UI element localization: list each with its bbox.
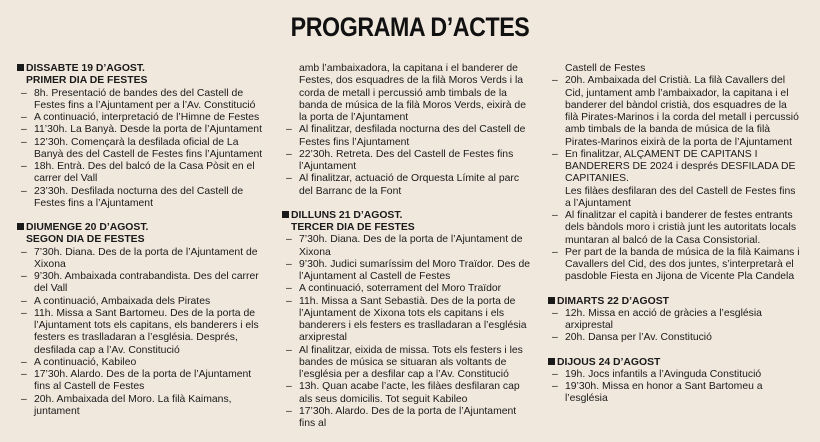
program-item: – 9’30h. Ambaixada contrabandista. Des del carrer del Vall xyxy=(21,271,259,295)
column-2 xyxy=(282,63,534,430)
day-subtitle: PRIMER DIA DE FESTES xyxy=(26,75,148,87)
program-item: – Al finalitzar el capità i banderer de festes entrants dels bàndols moro i cristià junt les autoritats locals muntaran al balcó de la Casa Consistorial. xyxy=(552,210,797,246)
column-1 xyxy=(17,63,269,418)
program-item: – 17’30h. Alardo. Des de la porta de l’Ajuntament fins al Castell de Festes xyxy=(21,369,252,393)
program-item: – 7’30h. Diana. Des de la porta de l’Ajuntament de Xixona xyxy=(21,246,258,270)
program-item: – 11’30h. La Banyà. Desde la porta de l’Ajuntament xyxy=(21,124,262,136)
program-item: – A continuació, Kabileo xyxy=(21,356,137,368)
program-item: – A continuació, interpretació de l’Himne de Festes xyxy=(21,112,260,123)
square-bullet-icon xyxy=(282,211,289,218)
square-bullet-icon xyxy=(548,297,555,304)
day-subtitle: SEGON DIA DE FESTES xyxy=(26,234,145,246)
program-item: – 20h. Dansa per l’Av. Constitució xyxy=(552,332,712,344)
program-item: – Al finalitzar, desfilada nocturna des del Castell de Festes fins l’Ajuntament xyxy=(286,124,526,148)
day-heading: DIMARTS 22 D’AGOST xyxy=(548,296,800,308)
program-item: – 11h. Missa a Sant Bartomeu. Des de la porta de l’Ajuntament tots els capitans, els banderers i els festers es traslladaran a l’església. Després, desfilada cap a l’Av. Constitució xyxy=(21,307,259,356)
program-item-extra: Les filàes desfilaran des del Castell de Festes fins a l’Ajuntament xyxy=(565,185,796,209)
program-item: – Al finalitzar, eixida de missa. Tots els festers i les bandes de música se situaran als voltants de l’església per a desfilar cap a l’Av. Constitució xyxy=(286,344,523,380)
program-item: – 22’30h. Retreta. Des del Castell de Festes fins l’Ajuntament xyxy=(286,148,514,172)
continued-text: Castell de Festes xyxy=(565,63,646,74)
program-item: – 18h. Entrà. Des del balcó de la Casa Pòsit en el carrer del Vall xyxy=(21,161,255,185)
day-heading: DISSABTE 19 D’AGOST. xyxy=(17,63,269,75)
program-item: – 7’30h. Diana. Des de la porta de l’Ajuntament de Xixona xyxy=(286,234,523,258)
continued-text: amb l’ambaixadora, la capitana i el banderer de Festes, dos esquadres de la filà Moros Verds i la corda de metall i percussió amb timbals de la banda de música de la filà Moros Verds, eixirà de la porta de l’Ajuntament xyxy=(299,63,526,123)
program-item: – 20h. Ambaixada del Cristià. La filà Cavallers del Cid, juntament amb l’ambaixador, la capitana i el banderer del bàndol cristià, dos esquadres de la filà Pirates-Marinos i la corda del metall i percussió amb timbals de la banda de música de la filà Pirates-Marinos eixirà de la porta de l’Ajuntament xyxy=(552,75,799,148)
program-item: – En finalitzar, ALÇAMENT DE CAPITANS I BANDERERS DE 2024 i després DESFILADA DE CAPITANIES. xyxy=(552,148,796,185)
program-item: – Al finalitzar, actuació de Orquesta Límite al parc del Barranc de la Font xyxy=(286,173,520,197)
square-bullet-icon xyxy=(17,64,24,71)
program-item: – 19h. Jocs infantils a l’Avinguda Constitució xyxy=(552,368,762,380)
day-heading: DILLUNS 21 D’AGOST. xyxy=(282,210,534,222)
program-item: – 17’30h. Alardo. Des de la porta de l’Ajuntament fins al xyxy=(286,405,517,429)
day-heading: DIUMENGE 20 D’AGOST. xyxy=(17,222,269,234)
program-item: – 12’30h. Començarà la desfilada oficial de La Banyà des del Castell de Festes fins l’Ajuntament xyxy=(21,136,263,160)
square-bullet-icon xyxy=(548,358,555,365)
day-heading: DIJOUS 24 D’AGOST xyxy=(548,357,800,369)
program-item: – 8h. Presentació de bandes des del Castell de Festes fins a l’Ajuntament per a l’Av. Constitució xyxy=(21,87,256,111)
program-item: – A continuació, Ambaixada dels Pirates xyxy=(21,295,211,307)
program-item: – 12h. Missa en acció de gràcies a l’església arxiprestal xyxy=(552,307,762,331)
column-3 xyxy=(548,63,800,406)
square-bullet-icon xyxy=(17,223,24,230)
program-item: – 23’30h. Desfilada nocturna des del Castell de Festes fins a l’Ajuntament xyxy=(21,185,244,209)
program-item: – 19’30h. Missa en honor a Sant Bartomeu a l’església xyxy=(552,381,763,405)
page-title: PROGRAMA D’ACTES xyxy=(290,12,530,42)
program-item: – A continuació, soterrament del Moro Traïdor xyxy=(286,283,502,295)
day-subtitle: TERCER DIA DE FESTES xyxy=(291,222,415,233)
program-item: – 13h. Quan acabe l’acte, les filàes desfilaran cap als seus domicilis. Tot seguit Kabileo xyxy=(286,381,520,405)
program-item: – 9’30h. Judici sumaríssim del Moro Traïdor. Des de l’Ajuntament al Castell de Festes xyxy=(286,258,530,282)
program-item: – 20h. Ambaixada del Moro. La filà Kaimans, juntament xyxy=(21,393,232,417)
program-item: – 11h. Missa a Sant Sebastià. Des de la porta de l’Ajuntament de Xixona tots els capitans i els banderers i els festers es traslladaran a l’església arxiprestal xyxy=(286,295,527,344)
program-item: – Per part de la banda de música de la filà Kaimans i Cavallers del Cid, des dos juntes, s’interpretarà el pasdoble Fiesta en Jijona de Vicente Pla Candela xyxy=(552,246,800,283)
